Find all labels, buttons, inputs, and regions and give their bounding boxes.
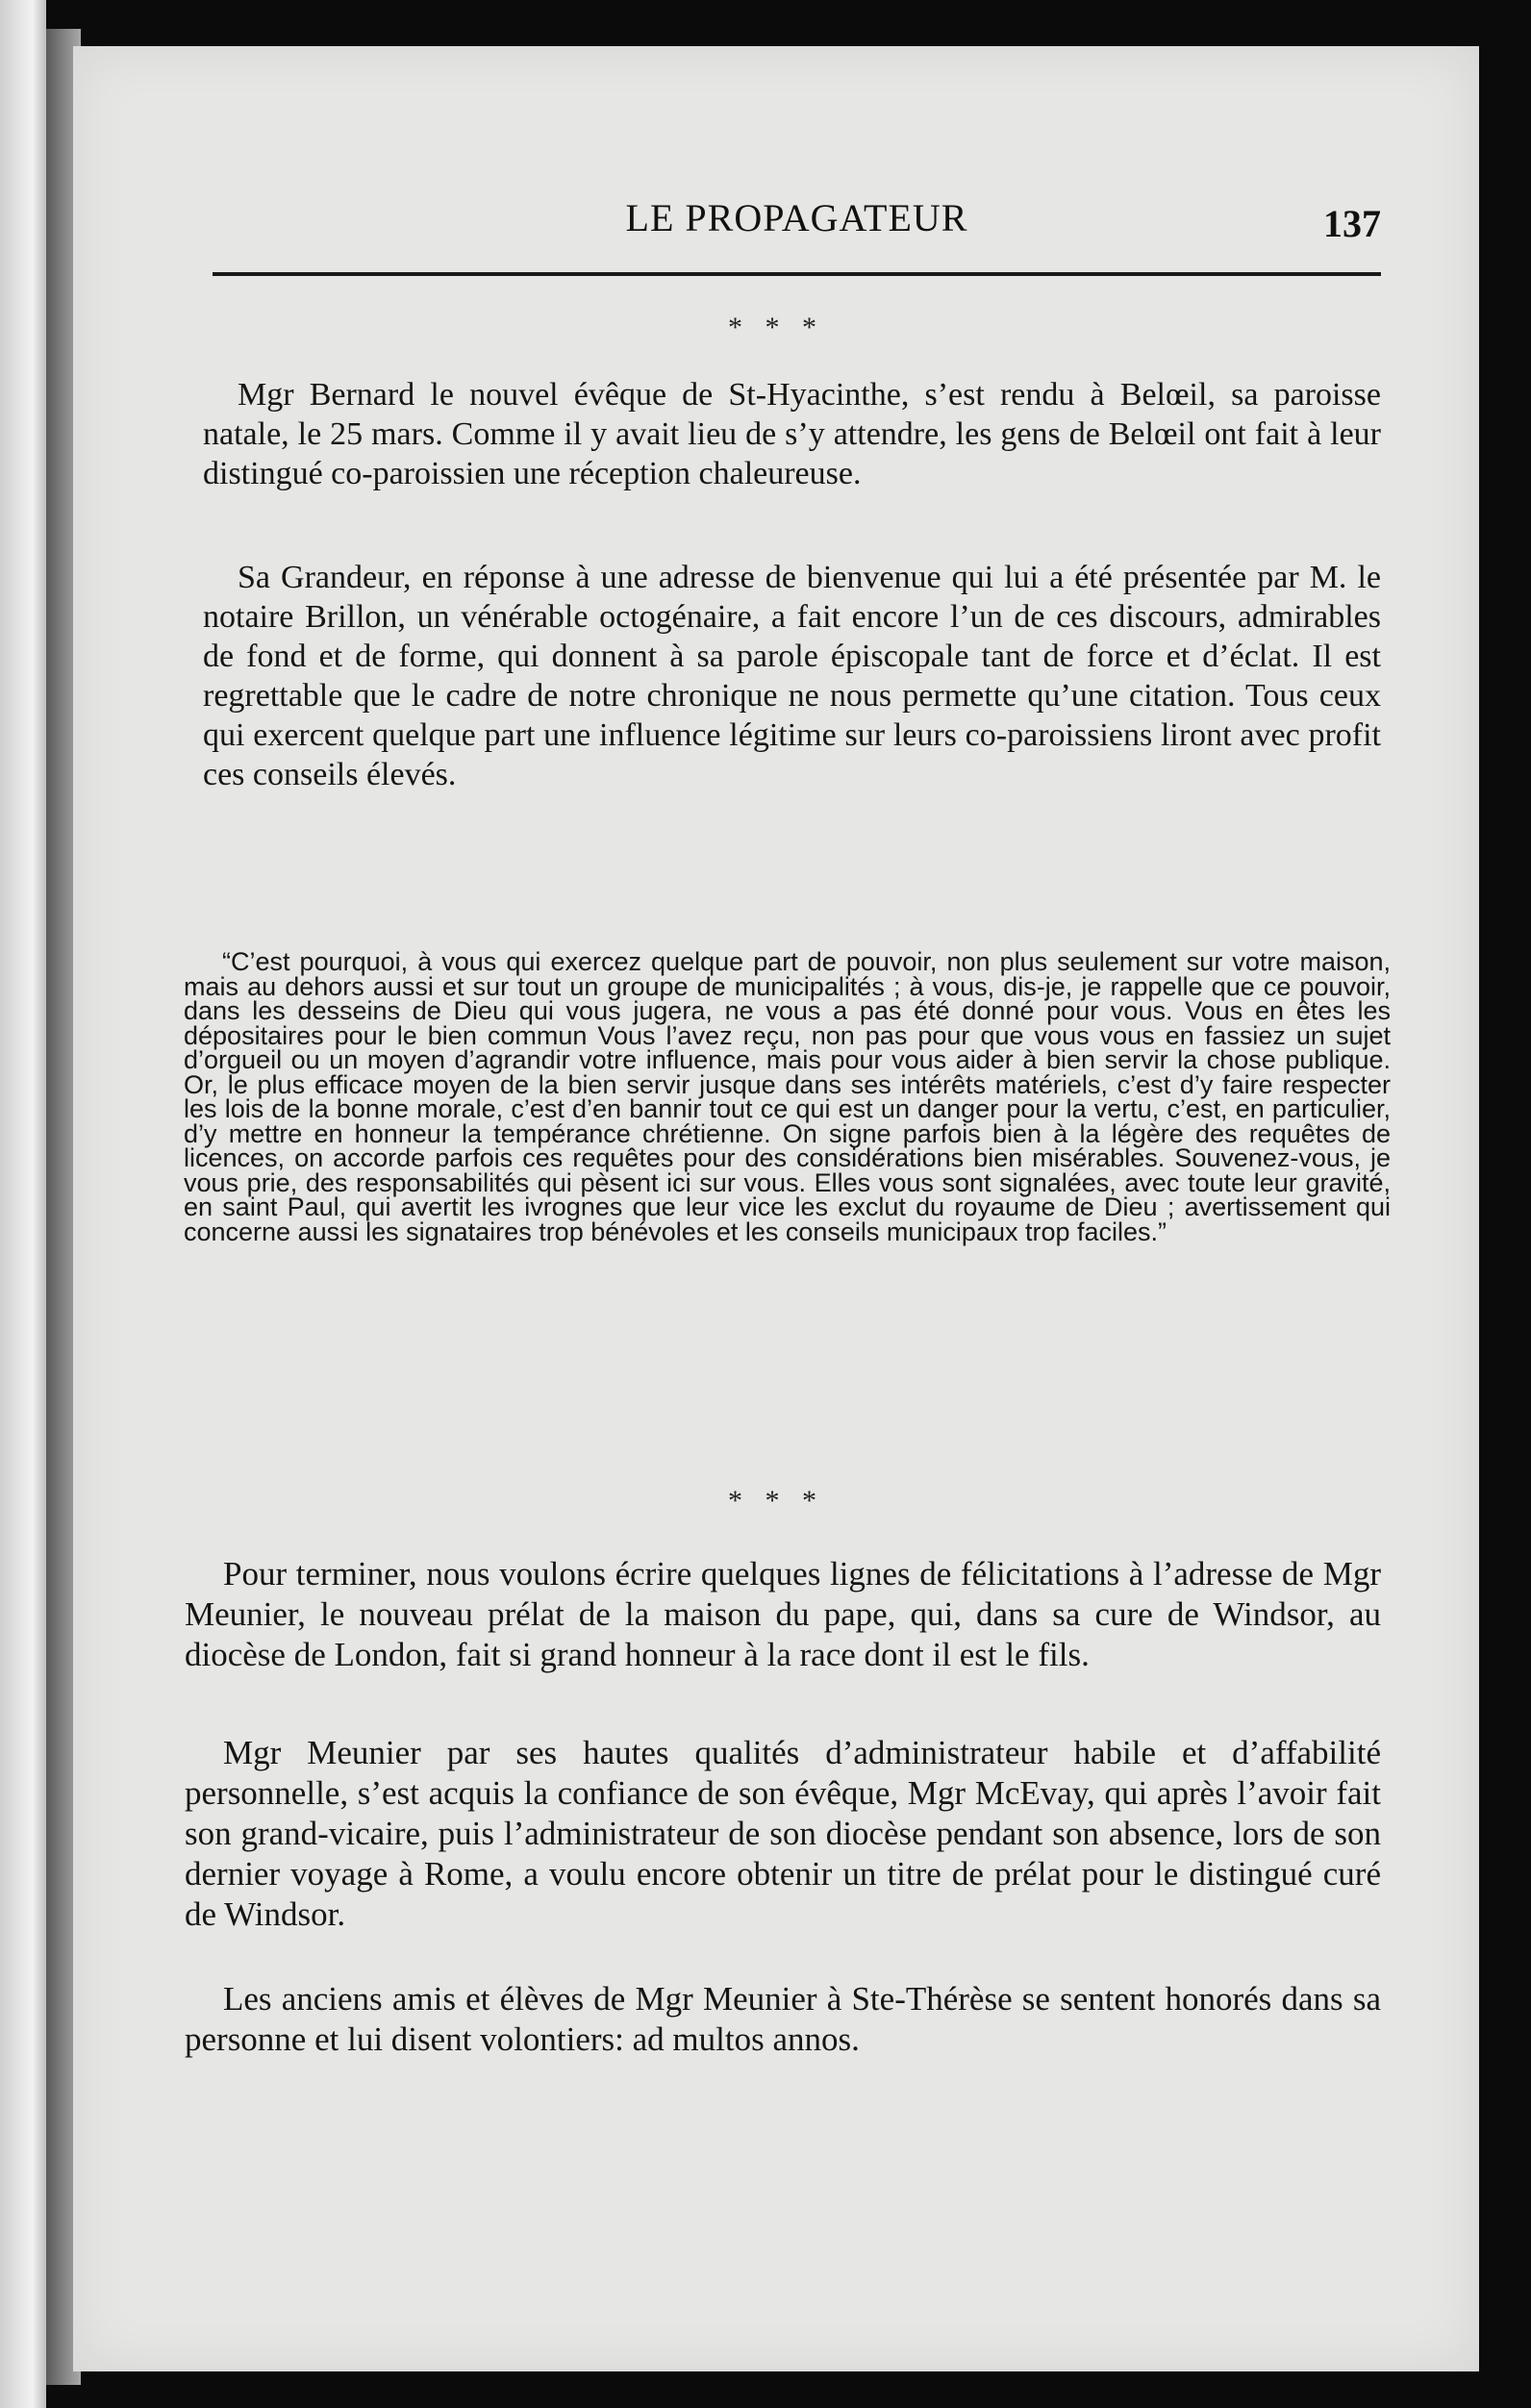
paragraph-meunier-intro: Pour terminer, nous voulons écrire quelques lignes de félicitations à l’adresse de Mgr Meunier, le nouveau prélat de la maison du pape, qui, dans sa cure de Windsor, au diocèse de London, fait si grand honneur à la race dont il est le fils. [185, 1555, 1381, 1673]
journal-title: LE PROPAGATEUR [625, 196, 968, 239]
page-number: 137 [1323, 202, 1381, 245]
paragraph-grandeur-speech: Sa Grandeur, en réponse à une adresse de bienvenue qui lui a été présentée par M. le notaire Brillon, un vénérable octogénaire, a fait encore l’un de ces discours, admirables de fond et de forme, qui donnent à sa parole épiscopale tant de force et d’éclat. Il est regrettable que le cadre de notre chronique ne nous permette qu’une citation. Tous ceux qui exercent quelque part une influence légitime sur leurs co-paroissiens liront avec profit ces conseils élevés. [203, 560, 1381, 792]
section-separator-1: * * * [728, 312, 824, 343]
running-header [213, 195, 1381, 276]
paragraph-meunier-qualities: Mgr Meunier par ses hautes qualités d’administrateur habile et d’affabilité personnelle, s’est acquis la confiance de son évêque, Mgr McEvay, qui après l’avoir fait son grand-vicaire, puis l’administrateur de son diocèse pendant son absence, lors de son dernier voyage à Rome, a voulu encore obtenir un titre de prélat pour le distingué curé de Windsor. [185, 1734, 1381, 1933]
paragraph-closing-wishes: Les anciens amis et élèves de Mgr Meunier à Ste-Thérèse se sentent honorés dans sa personne et lui disent volontiers: ad multos annos. [185, 1980, 1381, 2058]
paragraph-bernard-visit: Mgr Bernard le nouvel évêque de St-Hyacinthe, s’est rendu à Belœil, sa paroisse natale, le 25 mars. Comme il y avait lieu de s’y attendre, les gens de Belœil ont fait à leur distingué co-paroissien une réception chaleureuse. [203, 377, 1381, 491]
section-separator-2: * * * [728, 1485, 824, 1517]
adjacent-page-edge [0, 0, 46, 2408]
quoted-speech: “C’est pourquoi, à vous qui exercez quelque part de pouvoir, non plus seulement sur votre maison, mais au dehors aussi et sur tout un groupe de municipalités ; à vous, dis-je, je rappelle que ce pouvoir, dans les desseins de Dieu qui vous jugera, ne vous a pas été donné pour vous. Vous en êtes les dépositaires pour le bien commun Vous l’avez reçu, non pas pour que vous vous en fassiez un sujet d’orgueil ou un moyen d’agrandir votre influence, mais pour vous aider à bien servir la chose publique. Or, le plus efficace moyen de la bien servir jusque dans ses intérêts matériels, c’est d’y faire respecter les lois de la bonne morale, c’est d’en bannir tout ce qui est un danger pour la vertu, c’est, en particulier, d’y mettre en honneur la tempérance chrétienne. On signe parfois bien à la légère des requêtes de licences, on accorde parfois ces requêtes pour des considérations bien misérables. Souvenez-vous, je vous prie, des responsabilités qui pèsent ici sur vous. Elles vous sont signalées, avec toute leur gravité, en saint Paul, qui avertit les ivrognes que leur vice les exclut du royaume de Dieu ; avertissement qui concerne aussi les signataires trop bénévoles et les conseils municipaux trop faciles.” [184, 947, 1391, 1246]
book-page [73, 46, 1479, 2371]
